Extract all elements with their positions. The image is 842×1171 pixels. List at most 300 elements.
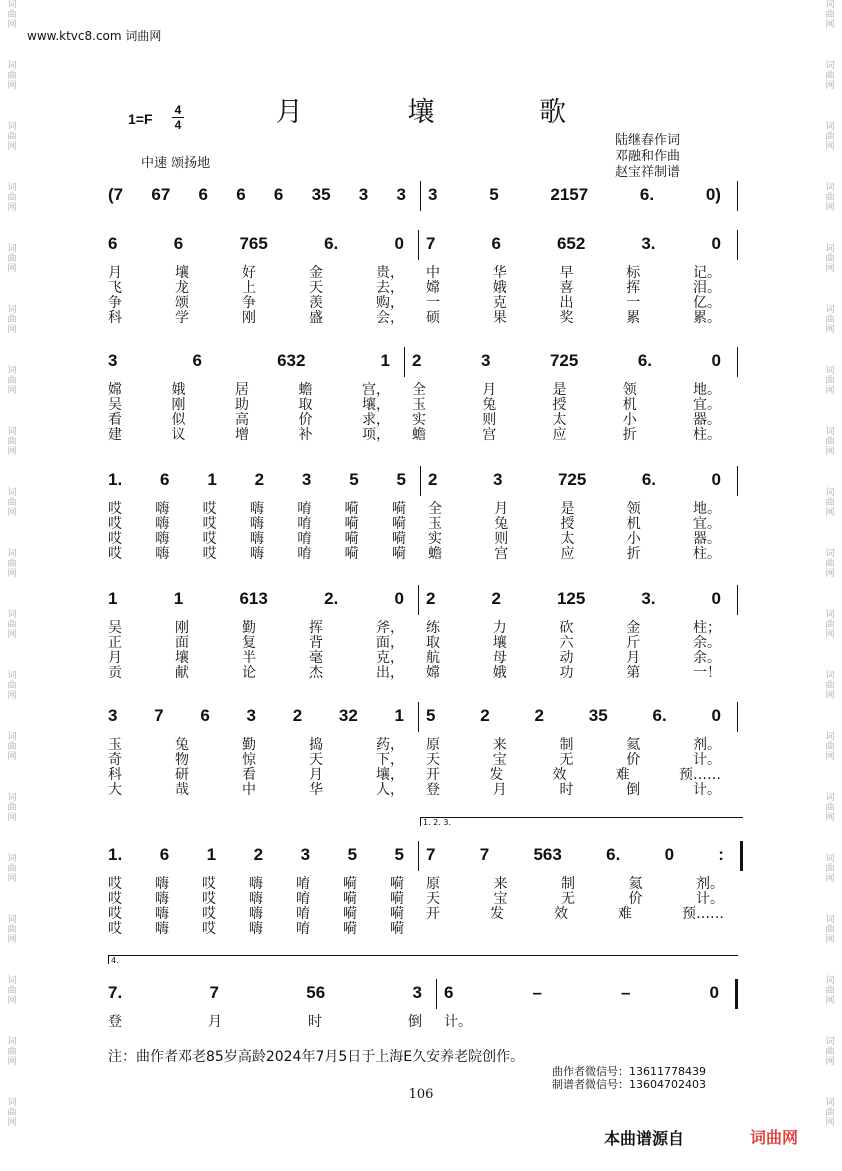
watermark-text: 词 曲 网 (7, 488, 17, 518)
watermark-text: 词 曲 网 (7, 793, 17, 823)
lyric-syllable: 唷 (297, 501, 312, 517)
lyric-syllable: 果 (492, 310, 507, 326)
lyric-syllable: 天 (426, 891, 440, 907)
measure-notes (108, 983, 422, 1003)
lyric-syllable: 求， (362, 412, 390, 428)
composer-contact: 曲作者微信号：13611778439 (552, 1065, 706, 1078)
note-group: 3 (246, 706, 256, 725)
lyric-syllable: 吴 (108, 397, 122, 413)
measure-notes (426, 706, 721, 726)
lyric-syllable: 哎 (202, 501, 217, 517)
lyric-syllable: 背 (309, 635, 323, 651)
lyric-syllable: 宝 (492, 752, 507, 768)
source-label: 本曲谱源自 (604, 1129, 685, 1148)
lyric-syllable: 登 (426, 782, 440, 798)
lyric-syllable: 献 (175, 665, 189, 681)
note-group: 5 (396, 470, 406, 489)
lyric-syllable: 唷 (296, 906, 310, 922)
lyric-syllable: 倒 (408, 1014, 422, 1030)
lyric-line (108, 428, 390, 443)
lyric-syllable: 助 (235, 397, 249, 413)
lyric-syllable: 母 (492, 650, 507, 666)
note-group: 35 (311, 185, 331, 204)
lyric-syllable: 哎 (202, 921, 216, 937)
lyric-syllable: 大 (108, 782, 122, 798)
lyric-syllable: 是 (552, 382, 567, 398)
note-group: 56 (306, 983, 326, 1002)
lyric-syllable: 动 (559, 650, 574, 666)
lyric-line (108, 398, 390, 413)
lyric-line (426, 651, 721, 666)
lyric-syllable: 哎 (202, 891, 216, 907)
lyric-syllable: 折 (626, 546, 641, 562)
note-group: 6 (236, 185, 246, 204)
watermark-text: 词 曲 网 (7, 122, 17, 152)
note-group: 2 (412, 351, 422, 370)
lyric-syllable: 制 (561, 876, 575, 892)
lyric-line (426, 636, 721, 651)
watermark-text: 词 曲 网 (7, 0, 17, 30)
lyric-line (108, 413, 390, 428)
lyric-syllable: 哎 (202, 906, 216, 922)
page-number: 106 (408, 1087, 434, 1102)
lyric-line (428, 547, 721, 562)
lyric-syllable: 杰 (309, 665, 323, 681)
lyric-syllable: 毫 (309, 650, 323, 666)
lyric-line (428, 517, 721, 532)
lyric-line (108, 532, 406, 547)
transcriber-contact: 制谱者微信号：13604702403 (552, 1078, 706, 1091)
lyric-syllable: 哎 (202, 876, 216, 892)
note-group: 2 (428, 470, 438, 489)
lyric-syllable: 似 (171, 412, 186, 428)
lyric-line (426, 783, 721, 798)
lyric-syllable: 嗬 (390, 891, 404, 907)
lyric-syllable: 效 (554, 906, 568, 922)
lyric-syllable: 器。 (693, 412, 721, 428)
note-group: 3 (358, 185, 369, 204)
lyric-line (426, 753, 721, 768)
lyric-line (412, 413, 721, 428)
note-group: 6 (108, 234, 118, 253)
lyric-syllable: 领 (622, 382, 637, 398)
note-group: 3 (396, 185, 406, 204)
lyric-syllable: 嗬 (390, 921, 404, 937)
lyric-syllable: 挥 (626, 280, 641, 296)
lyric-syllable: 宜。 (693, 516, 721, 532)
watermark-text: 词 曲 网 (825, 549, 835, 579)
lyric-syllable: 时 (308, 1014, 322, 1030)
lyric-syllable: 嗬 (391, 531, 406, 547)
note-group: 3 (428, 185, 438, 204)
note-group: 1 (173, 589, 184, 608)
lyric-line (108, 922, 404, 937)
barline (735, 979, 738, 1009)
lyric-line (426, 666, 721, 681)
lyric-line (108, 383, 390, 398)
watermark-text: 词 曲 网 (825, 671, 835, 701)
barline (737, 702, 738, 732)
lyric-syllable: 柱； (693, 620, 721, 636)
barline (418, 702, 419, 732)
lyric-syllable: 实 (428, 531, 442, 547)
lyric-syllable: 嗬 (344, 546, 359, 562)
lyric-line (108, 266, 404, 281)
note-group: 2 (253, 845, 264, 864)
site-header[interactable]: www.ktvc8.com 词曲网 (27, 29, 162, 43)
lyric-line (108, 907, 404, 922)
lyric-syllable: 实 (412, 412, 426, 428)
lyric-syllable: 难 (615, 767, 630, 783)
lyric-syllable: 计。 (693, 782, 721, 798)
note-group: 2157 (550, 185, 589, 204)
lyric-syllable: 上 (242, 280, 256, 296)
watermark-text: 词 曲 网 (825, 488, 835, 518)
watermark-left (3, 0, 21, 1159)
lyric-syllable: 药， (376, 737, 404, 753)
song-title: 月 壤 歌 (275, 97, 615, 128)
brand-link[interactable]: 词曲网 (750, 1128, 799, 1147)
lyric-syllable: 哎 (202, 546, 217, 562)
lyric-syllable: 金 (309, 265, 323, 281)
lyric-syllable: 柱。 (693, 427, 721, 443)
lyric-syllable: 嗨 (249, 501, 264, 517)
lyric-line (108, 892, 404, 907)
note-group: 2 (426, 589, 436, 608)
lyric-syllable: 嗬 (344, 531, 359, 547)
note-group: 32 (338, 706, 358, 725)
lyric-syllable: 地。 (693, 382, 721, 398)
note-group: 563 (533, 845, 562, 864)
watermark-text: 词 曲 网 (825, 122, 835, 152)
lyric-syllable: 小 (622, 412, 637, 428)
lyric-syllable: 力 (492, 620, 507, 636)
lyric-syllable: 玉 (108, 737, 122, 753)
lyric-syllable: 半 (242, 650, 256, 666)
lyric-syllable: 嗬 (391, 546, 406, 562)
note-group: 3. (641, 234, 656, 253)
watermark-text: 词 曲 网 (7, 610, 17, 640)
lyric-syllable: 宜。 (693, 397, 721, 413)
lyric-syllable: 累 (626, 310, 641, 326)
lyric-syllable: 是 (560, 501, 575, 517)
note-group: 3 (300, 845, 311, 864)
lyric-syllable: 惊 (242, 752, 256, 768)
note-group: 1 (207, 470, 217, 489)
lyric-syllable: 娥 (492, 280, 507, 296)
watermark-text: 词 曲 网 (7, 1037, 17, 1067)
lyric-syllable: 壤， (362, 397, 390, 413)
lyric-syllable: 复 (242, 635, 256, 651)
lyric-syllable: 开 (426, 906, 440, 922)
lyric-syllable: 贵， (376, 265, 404, 281)
lyric-syllable: 嗬 (344, 516, 359, 532)
note-group: 0) (705, 185, 721, 204)
lyric-syllable: 早 (559, 265, 574, 281)
watermark-text: 词 曲 网 (825, 1098, 835, 1128)
note-group: 0 (711, 234, 721, 253)
lyric-syllable: 宫， (362, 382, 390, 398)
lyric-syllable: 嫦 (426, 280, 440, 296)
lyric-syllable: 嗨 (155, 876, 169, 892)
note-group: 725 (557, 470, 587, 489)
lyric-syllable: 唷 (297, 546, 312, 562)
note-group: 7 (426, 234, 436, 253)
lyric-syllable: 嗨 (249, 921, 263, 937)
lyric-syllable: 华 (309, 782, 323, 798)
note-group: (7 (108, 185, 124, 204)
note-group: 3 (480, 351, 491, 370)
time-signature (172, 104, 184, 131)
lyric-syllable: 小 (626, 531, 641, 547)
lyric-syllable: 中 (426, 265, 440, 281)
composer-credit: 邓融和作曲 (615, 149, 681, 164)
measure-notes (108, 234, 404, 254)
lyric-syllable: 壤， (376, 767, 404, 783)
lyric-syllable: 剂。 (696, 876, 724, 892)
measure-notes (108, 706, 404, 726)
lyric-syllable: 累。 (693, 310, 721, 326)
lyric-syllable: 唷 (296, 876, 310, 892)
lyric-syllable: 太 (552, 412, 567, 428)
note-group: 0 (709, 983, 719, 1002)
lyric-syllable: 下， (376, 752, 404, 768)
lyric-syllable: 斧， (376, 620, 404, 636)
lyric-line (108, 547, 406, 562)
lyric-syllable: 哎 (202, 516, 217, 532)
barline (404, 347, 405, 377)
lyric-line (108, 768, 404, 783)
note-group: 1 (206, 845, 217, 864)
note-group: 3 (301, 470, 312, 489)
lyric-syllable: 争 (108, 295, 122, 311)
barline (420, 466, 421, 496)
lyric-line (108, 753, 404, 768)
lyric-syllable: 嗬 (391, 516, 406, 532)
barline (418, 230, 419, 260)
lyric-syllable: 嗬 (390, 876, 404, 892)
lyric-syllable: 发 (490, 906, 504, 922)
watermark-text: 词 曲 网 (825, 793, 835, 823)
lyric-syllable: 壤 (492, 635, 507, 651)
lyric-syllable: 哎 (202, 531, 217, 547)
lyric-line (108, 517, 406, 532)
note-group: 613 (239, 589, 268, 608)
lyric-line (108, 738, 404, 753)
lyric-syllable: 去， (376, 280, 404, 296)
note-group: 7 (154, 706, 164, 725)
watermark-text: 词 曲 网 (825, 0, 835, 30)
lyric-syllable: 嗬 (343, 921, 357, 937)
lyric-syllable: 论 (242, 665, 256, 681)
watermark-text: 词 曲 网 (825, 854, 835, 884)
lyric-syllable: 余。 (693, 650, 721, 666)
lyric-syllable: 勤 (242, 737, 256, 753)
measure-notes (426, 589, 721, 609)
lyric-syllable: 面， (376, 635, 404, 651)
lyric-syllable: 机 (626, 516, 641, 532)
lyric-syllable: 来 (492, 737, 507, 753)
lyric-syllable: 嗨 (155, 546, 170, 562)
barline (737, 466, 738, 496)
lyric-syllable: 无 (559, 752, 574, 768)
watermark-text: 词 曲 网 (825, 366, 835, 396)
note-group: 6 (273, 185, 284, 204)
lyric-syllable: 天 (309, 280, 323, 296)
lyric-line (108, 636, 404, 651)
lyric-syllable: 会， (376, 310, 404, 326)
lyric-syllable: 兔 (482, 397, 497, 413)
lyric-syllable: 面 (175, 635, 189, 651)
lyric-syllable: 哎 (108, 921, 122, 937)
lyric-syllable: 发 (489, 767, 504, 783)
note-group: 5 (349, 470, 359, 489)
lyric-syllable: 嗨 (155, 516, 170, 532)
watermark-text: 词 曲 网 (7, 61, 17, 91)
lyric-syllable: 亿。 (693, 295, 721, 311)
watermark-text: 词 曲 网 (7, 671, 17, 701)
lyric-syllable: 一 (426, 295, 440, 311)
watermark-text: 词 曲 网 (7, 183, 17, 213)
lyric-line (108, 311, 404, 326)
note-group: 632 (277, 351, 306, 370)
lyric-syllable: 嗨 (249, 891, 263, 907)
note-group: 35 (588, 706, 608, 725)
lyric-syllable: 第 (626, 665, 641, 681)
lyric-syllable: 奖 (559, 310, 574, 326)
barline (436, 979, 437, 1009)
lyric-syllable: 泪。 (693, 280, 721, 296)
note-group: 0 (711, 589, 721, 608)
lyric-syllable: 唷 (296, 891, 310, 907)
note-group: 7 (426, 845, 436, 864)
lyric-syllable: 月 (208, 1014, 222, 1030)
watermark-text: 词 曲 网 (825, 61, 835, 91)
meter-top: 4 (174, 103, 182, 117)
note-group: 6. (641, 470, 656, 489)
lyric-syllable: 唷 (297, 516, 312, 532)
lyric-syllable: 捣 (309, 737, 323, 753)
lyric-syllable: 折 (622, 427, 637, 443)
lyric-syllable: 嗨 (155, 906, 169, 922)
lyric-syllable: 嗬 (391, 501, 406, 517)
lyric-syllable: 学 (175, 310, 189, 326)
lyric-line (412, 398, 721, 413)
lyric-syllable: 壤 (175, 650, 189, 666)
lyric-syllable: 玉 (428, 516, 442, 532)
measure-notes (108, 351, 390, 371)
lyric-syllable: 羡 (309, 295, 323, 311)
tempo-marking: 中速 颂扬地 (141, 156, 211, 171)
watermark-text: 词 曲 网 (7, 854, 17, 884)
lyric-syllable: 机 (622, 397, 637, 413)
lyric-syllable: 太 (560, 531, 575, 547)
lyric-syllable: 硕 (426, 310, 440, 326)
note-group: 6 (160, 470, 170, 489)
lyric-syllable: 嗨 (249, 906, 263, 922)
lyric-syllable: 功 (559, 665, 574, 681)
lyric-syllable: 哎 (108, 891, 122, 907)
note-group: 5 (347, 845, 358, 864)
lyric-syllable: 余。 (693, 635, 721, 651)
lyric-syllable: 器。 (693, 531, 721, 547)
lyric-syllable: 宫 (482, 427, 497, 443)
note-group: 0 (711, 706, 721, 725)
lyric-line (108, 1015, 422, 1030)
note-group: 1 (394, 706, 404, 725)
lyric-syllable: 克， (376, 650, 404, 666)
lyric-syllable: 哎 (108, 531, 122, 547)
lyric-syllable: 人， (376, 782, 404, 798)
lyric-syllable: 哎 (108, 501, 122, 517)
measure-notes (426, 234, 721, 254)
lyric-syllable: 授 (560, 516, 575, 532)
lyric-syllable: 科 (108, 767, 122, 783)
lyric-syllable: 嗨 (155, 501, 170, 517)
lyricist-credit: 陆继春作词 (615, 133, 681, 148)
note-group: 2 (254, 470, 265, 489)
lyric-syllable: 补 (298, 427, 313, 443)
watermark-text: 词 曲 网 (825, 427, 835, 457)
lyric-syllable: 看 (242, 767, 256, 783)
lyric-syllable: 原 (426, 737, 440, 753)
lyric-syllable: 登 (108, 1014, 122, 1030)
lyric-line (108, 877, 404, 892)
note-group: 0 (394, 589, 404, 608)
lyric-syllable: 贡 (108, 665, 122, 681)
note-group: 0 (711, 470, 721, 489)
lyric-syllable: 哎 (108, 516, 122, 532)
lyric-line (444, 1015, 719, 1030)
note-group: 6 (192, 351, 202, 370)
measure-notes (428, 185, 721, 205)
lyric-syllable: 好 (242, 265, 256, 281)
lyric-syllable: 练 (426, 620, 440, 636)
lyric-line (426, 311, 721, 326)
lyric-syllable: 研 (175, 767, 189, 783)
note-group: 1 (380, 351, 390, 370)
lyric-syllable: 嫦 (108, 382, 122, 398)
note-group: 2 (491, 589, 501, 608)
lyric-syllable: 争 (242, 295, 256, 311)
watermark-text: 词 曲 网 (7, 366, 17, 396)
barline (418, 585, 419, 615)
lyric-syllable: 月 (626, 650, 641, 666)
watermark-text: 词 曲 网 (7, 549, 17, 579)
lyric-syllable: 娥 (171, 382, 186, 398)
watermark-text: 词 曲 网 (7, 976, 17, 1006)
lyric-syllable: 娥 (492, 665, 507, 681)
note-group: 1. (108, 470, 123, 489)
note-group: 2 (534, 706, 544, 725)
watermark-text: 词 曲 网 (7, 1098, 17, 1128)
lyric-syllable: 难 (618, 906, 632, 922)
lyric-syllable: 嫦 (426, 665, 440, 681)
lyric-syllable: 增 (235, 427, 249, 443)
note-group: 0 (711, 351, 721, 370)
lyric-syllable: 看 (108, 412, 122, 428)
lyric-syllable: 正 (108, 635, 122, 651)
lyric-line (426, 621, 721, 636)
note-group: 2. (324, 589, 339, 608)
lyric-syllable: 颂 (175, 295, 189, 311)
barline (737, 585, 738, 615)
lyric-syllable: 玉 (412, 397, 426, 413)
lyric-syllable: 宫 (494, 546, 509, 562)
measure-notes (444, 983, 719, 1003)
note-group: 6 (491, 234, 501, 253)
lyric-syllable: 嗨 (249, 531, 264, 547)
